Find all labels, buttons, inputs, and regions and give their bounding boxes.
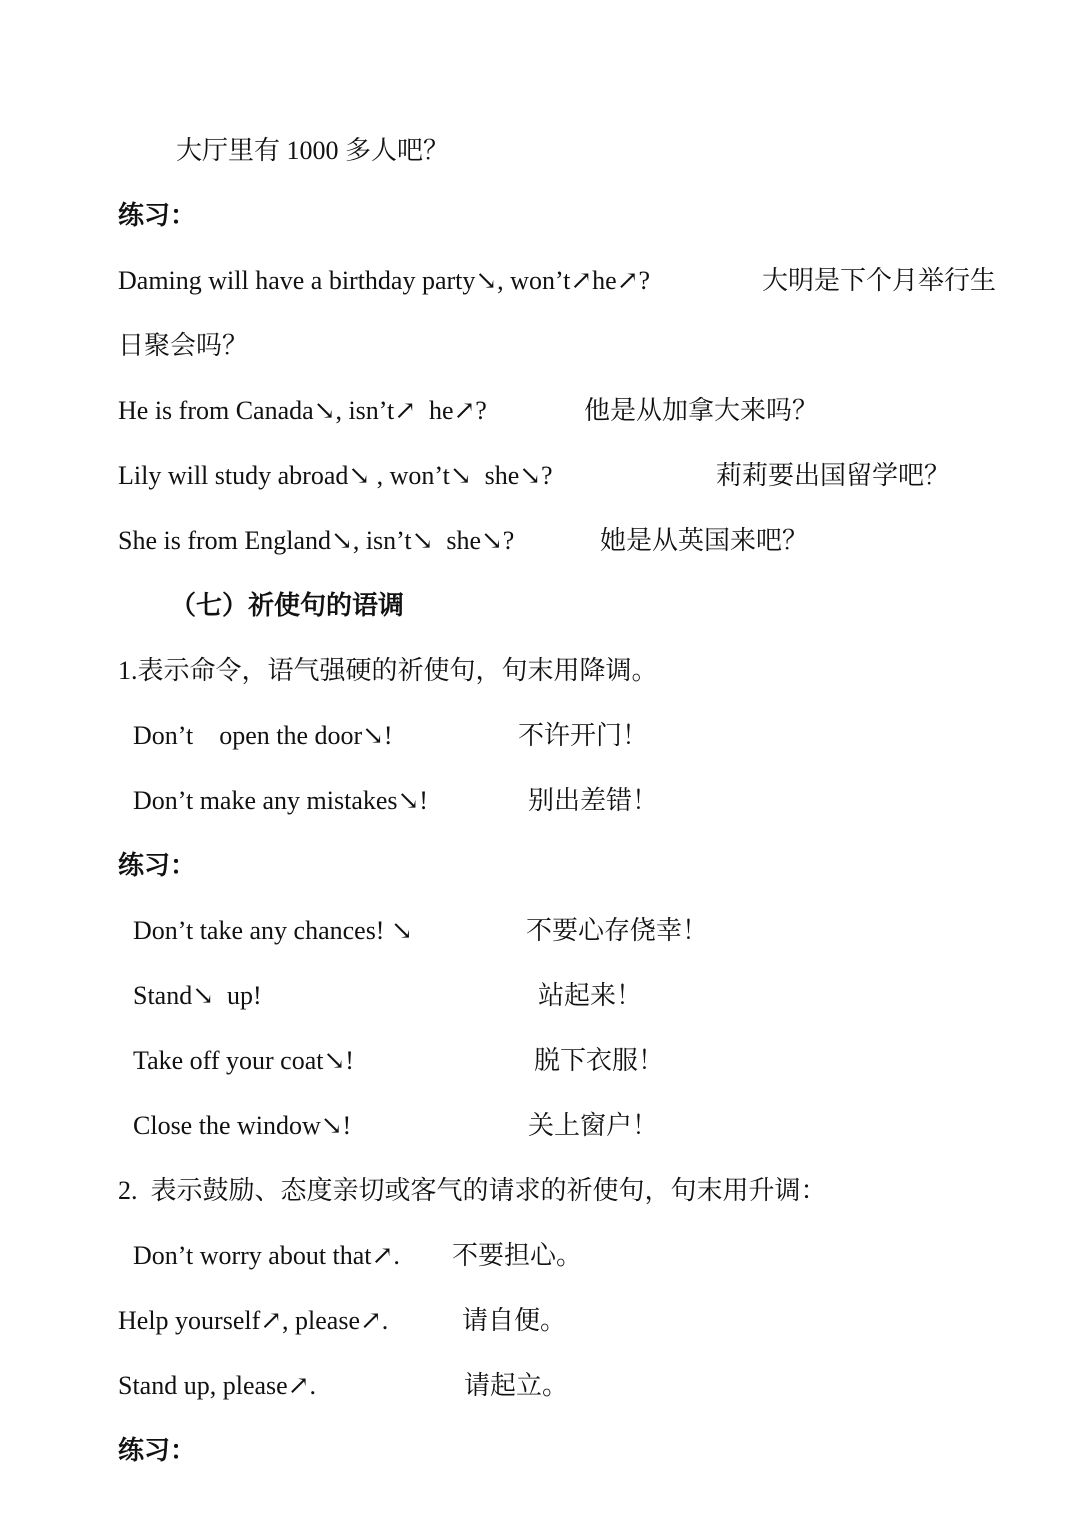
section-heading-practice-2: 练习： — [118, 851, 197, 881]
text-line-10-zh: 不许开门！ — [518, 721, 649, 750]
text-line-13-zh: 不要心存侥幸！ — [526, 916, 709, 945]
text-line-3-zh: 大明是下个月举行生 — [762, 266, 997, 295]
text-line-6-en: Lily will study abroad↘ , won’t↘ she↘? — [118, 461, 553, 490]
text-line-13-en: Don’t take any chances! ↘ — [133, 916, 413, 945]
text-line-19-en: Help yourself↗, please↗. — [118, 1306, 389, 1335]
text-line-19-zh: 请自便。 — [462, 1306, 567, 1335]
text-line-20-en: Stand up, please↗. — [118, 1371, 316, 1400]
text-line-14-en: Stand↘ up! — [133, 981, 262, 1010]
text-line-3-en: Daming will have a birthday party↘, won’t↗he↗? — [118, 266, 651, 295]
text-line-10-en: Don’t open the door↘! — [133, 721, 393, 750]
text-line-4: 日聚会吗？ — [118, 331, 249, 360]
text-line-6-zh: 莉莉要出国留学吧？ — [716, 461, 951, 490]
text-line-18-zh: 不要担心。 — [452, 1241, 583, 1270]
text-line-9: 1.表示命令，语气强硬的祈使句，句末用降调。 — [118, 656, 658, 685]
text-line-16-zh: 关上窗户！ — [528, 1111, 659, 1140]
text-line-15-zh: 脱下衣服！ — [534, 1046, 665, 1075]
text-line-18-en: Don’t worry about that↗. — [133, 1241, 400, 1270]
section-heading-practice-1: 练习： — [118, 201, 197, 231]
text-line-20-zh: 请起立。 — [464, 1371, 569, 1400]
text-line-17: 2. 表示鼓励、态度亲切或客气的请求的祈使句，句末用升调： — [118, 1176, 827, 1205]
text-line-1: 大厅里有 1000 多人吧？ — [176, 136, 450, 165]
text-line-7-zh: 她是从英国来吧？ — [600, 526, 809, 555]
section-heading-practice-3: 练习： — [118, 1436, 197, 1466]
text-line-11-en: Don’t make any mistakes↘! — [133, 786, 428, 815]
text-line-16-en: Close the window↘! — [133, 1111, 352, 1140]
text-line-5-zh: 他是从加拿大来吗？ — [584, 396, 819, 425]
text-line-14-zh: 站起来！ — [538, 981, 643, 1010]
text-line-7-en: She is from England↘, isn’t↘ she↘? — [118, 526, 515, 555]
text-line-15-en: Take off your coat↘! — [133, 1046, 354, 1075]
text-line-11-zh: 别出差错！ — [528, 786, 659, 815]
section-heading-imperative: （七）祈使句的语调 — [170, 591, 405, 621]
text-line-5-en: He is from Canada↘, isn’t↗ he↗? — [118, 396, 487, 425]
